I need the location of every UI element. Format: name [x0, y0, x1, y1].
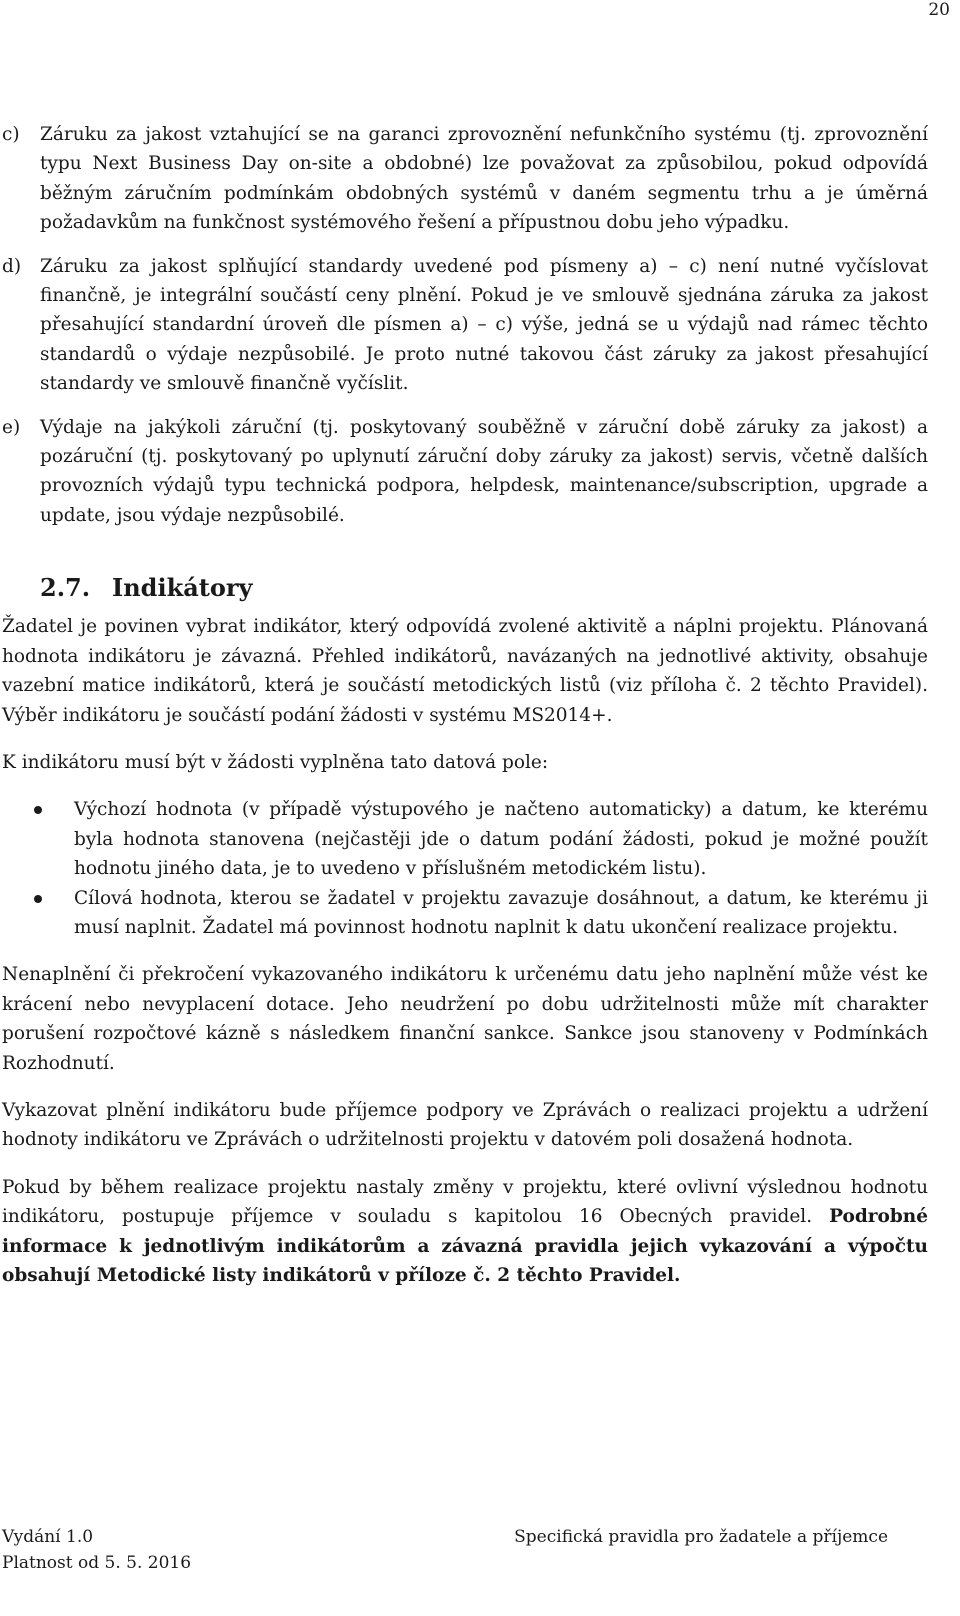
bullet-item: [2, 795, 928, 883]
list-marker: e): [2, 416, 21, 438]
list-item-d: [2, 252, 928, 399]
bullet-list: [2, 795, 928, 942]
bullet-icon: [2, 884, 74, 943]
paragraph-intro: Žadatel je povinen vybrat indikátor, který odpovídá zvolené aktivitě a náplni projektu. Plánovaná hodnota indikátoru je závazná. Přehled indikátorů, navázaných na jednotlivé aktivity, obsahuje vazební matice indikátorů, která je součástí metodických listů (viz příloha č. 2 těchto Pravidel). Výběr indikátoru je součástí podání žádosti v systému MS2014+.: [2, 616, 928, 726]
list-item-text: Výdaje na jakýkoli záruční (tj. poskytovaný souběžně v záruční době záruky za jakost) a pozáruční (tj. poskytovaný po uplynutí záruční doby záruky za jakost) servis, včetně dalších provozních výdajů typu technická podpora, helpdesk, maintenance/subscription, upgrade a update, jsou výdaje nezpůsobilé.: [40, 416, 928, 526]
footer-left: [2, 1524, 191, 1576]
bullet-text: Výchozí hodnota (v případě výstupového je načteno automaticky) a datum, ke kterému byla hodnota stanovena (nejčastěji jde o datum podání žádosti, pokud je možné použít hodnotu jiného data, je to uvedeno v příslušném metodickém listu).: [74, 799, 928, 880]
section-number: 2.7.: [40, 573, 91, 603]
list-item-c: [2, 120, 928, 238]
section-title: Indikátory: [112, 573, 253, 603]
paragraph-changes-bold: Podrobné informace k jednotlivým indikátorům a závazná pravidla jejich vykazování a výpočtu obsahují Metodické listy indikátorů v příloze č. 2 těchto Pravidel.: [2, 1206, 929, 1286]
paragraph-sanctions: Nenaplnění či překročení vykazovaného indikátoru k určenému datu jeho naplnění může vést ke krácení nebo nevyplacení dotace. Jeho neudržení po dobu udržitelnosti může mít charakter porušení rozpočtové kázně s následkem finanční sankce. Sankce jsou stanoveny v Podmínkách Rozhodnutí.: [2, 964, 928, 1074]
page-footer: [2, 1524, 928, 1576]
section-heading: [40, 574, 928, 602]
list-marker: d): [2, 255, 22, 277]
document-body: [2, 120, 928, 1308]
paragraph-changes: [2, 1173, 928, 1291]
bullet-item: [2, 884, 928, 943]
paragraph-changes-text: Pokud by během realizace projektu nastaly změny v projektu, které ovlivní výslednou hodnotu indikátoru, postupuje příjemce v souladu s kapitolou 16 Obecných pravidel.: [2, 1176, 928, 1228]
list-item-e: [2, 413, 928, 531]
paragraph-reporting: Vykazovat plnění indikátoru bude příjemce podpory ve Zprávách o realizaci projektu a udržení hodnoty indikátoru ve Zprávách o udržitelnosti projektu v datovém poli dosažená hodnota.: [2, 1099, 928, 1151]
bullet-icon: [2, 795, 74, 883]
list-item-text: Záruku za jakost splňující standardy uvedené pod písmeny a) – c) není nutné vyčíslovat finančně, je integrální součástí ceny plnění. Pokud je ve smlouvě sjednána záruka za jakost přesahující standardní úroveň dle písmen a) – c) výše, jedná se u výdajů nad rámec těchto standardů o výdaje nezpůsobilé. Je proto nutné takovou část záruky za jakost přesahující standardy ve smlouvě finančně vyčíslit.: [40, 255, 928, 395]
footer-doc-title: Specifická pravidla pro žadatele a příjemce: [514, 1527, 888, 1547]
bullet-text: Cílová hodnota, kterou se žadatel v projektu zavazuje dosáhnout, a datum, ke kterému ji musí naplnit. Žadatel má povinnost hodnotu naplnit k datu ukončení realizace projektu.: [74, 887, 928, 938]
list-marker: c): [2, 124, 20, 145]
footer-version: Vydání 1.0: [2, 1527, 94, 1547]
page-number: 20: [928, 0, 950, 20]
list-item-text: Záruku za jakost vztahující se na garanci zprovoznění nefunkčního systému (tj. zprovoznění typu Next Business Day on-site a obdobné) lze považovat za způsobilou, pokud odpovídá běžným záručním podmínkám obdobných systémů v daném segmentu trhu a je úměrná požadavkům na funkčnost systémového řešení a přípustnou dobu jeho výpadku.: [40, 124, 928, 234]
footer-valid-from: Platnost od 5. 5. 2016: [2, 1553, 192, 1573]
paragraph-fields-lead: K indikátoru musí být v žádosti vyplněna tato datová pole:: [2, 751, 549, 773]
